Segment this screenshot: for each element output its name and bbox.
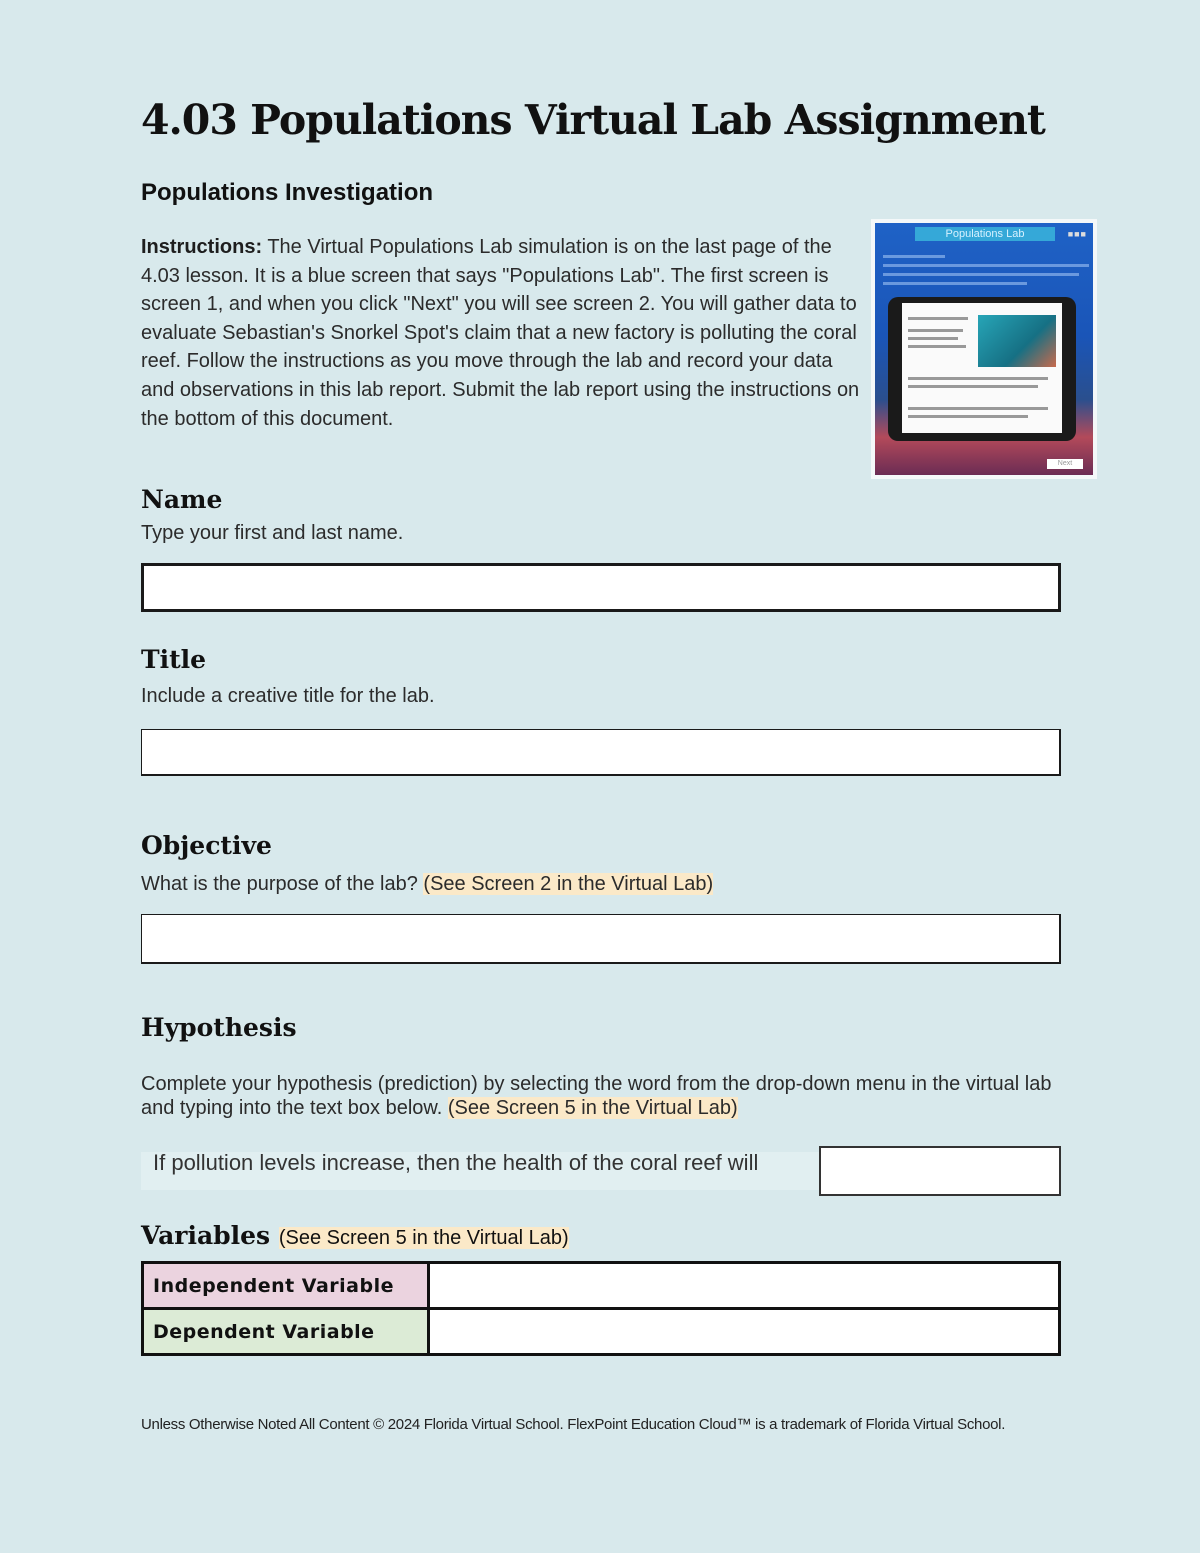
hypothesis-heading: Hypothesis — [141, 1013, 297, 1042]
variables-heading-line — [141, 1221, 569, 1250]
variables-screen-ref: (See Screen 5 in the Virtual Lab) — [278, 1227, 569, 1249]
thumbnail-next-button: Next — [1047, 459, 1083, 469]
hypothesis-statement: If pollution levels increase, then the health of the coral reef will — [141, 1152, 821, 1190]
instructions-paragraph — [141, 233, 861, 433]
thumbnail-header: Populations Lab — [915, 227, 1055, 241]
page-title: 4.03 Populations Virtual Lab Assignment — [141, 96, 1045, 144]
name-input[interactable] — [141, 563, 1061, 612]
instructions-label: Instructions: — [141, 236, 263, 258]
tablet-graphic — [888, 297, 1076, 441]
copyright-footer: Unless Otherwise Noted All Content © 2024 Florida Virtual School. FlexPoint Education Cloud™ is a trademark of Florida Virtual School. — [141, 1416, 1006, 1433]
objective-screen-ref: (See Screen 2 in the Virtual Lab) — [423, 873, 714, 895]
table-row — [143, 1309, 1060, 1355]
hypothesis-instructions: Complete your hypothesis (prediction) by selecting the word from the drop-down menu in the virtual lab and typing into the text box below. — [141, 1073, 1052, 1119]
thumbnail-window-icons: ■■■ — [1067, 229, 1087, 239]
title-heading: Title — [141, 645, 207, 674]
title-input[interactable] — [141, 729, 1061, 776]
objective-hint — [141, 873, 713, 896]
snorkel-photo — [978, 315, 1056, 367]
name-hint: Type your first and last name. — [141, 522, 404, 544]
lab-screenshot-image — [871, 219, 1097, 479]
title-hint: Include a creative title for the lab. — [141, 685, 435, 707]
hypothesis-hint — [141, 1072, 1061, 1120]
independent-variable-label: Independent Variable — [143, 1263, 429, 1309]
section-subtitle: Populations Investigation — [141, 179, 434, 206]
variables-table — [141, 1261, 1061, 1356]
objective-heading: Objective — [141, 831, 272, 860]
independent-variable-input[interactable] — [429, 1263, 1060, 1309]
name-heading: Name — [141, 485, 223, 514]
objective-input[interactable] — [141, 914, 1061, 964]
dependent-variable-input[interactable] — [429, 1309, 1060, 1355]
dependent-variable-label: Dependent Variable — [143, 1309, 429, 1355]
hypothesis-screen-ref: (See Screen 5 in the Virtual Lab) — [447, 1097, 738, 1119]
table-row — [143, 1263, 1060, 1309]
variables-heading: Variables — [141, 1221, 271, 1250]
objective-question: What is the purpose of the lab? — [141, 873, 418, 895]
instructions-text: The Virtual Populations Lab simulation is on the last page of the 4.03 lesson. It is a blue screen that says "Populations Lab". The first screen is screen 1, and when you click "Next" you will see screen 2. You will gather data to evaluate Sebastian's Snorkel Spot's claim that a new factory is polluting the coral reef. Follow the instructions as you move through the lab and record your data and observations in this lab report. Submit the lab report using the instructions on the bottom of this document. — [141, 236, 860, 430]
hypothesis-input[interactable] — [819, 1146, 1061, 1196]
